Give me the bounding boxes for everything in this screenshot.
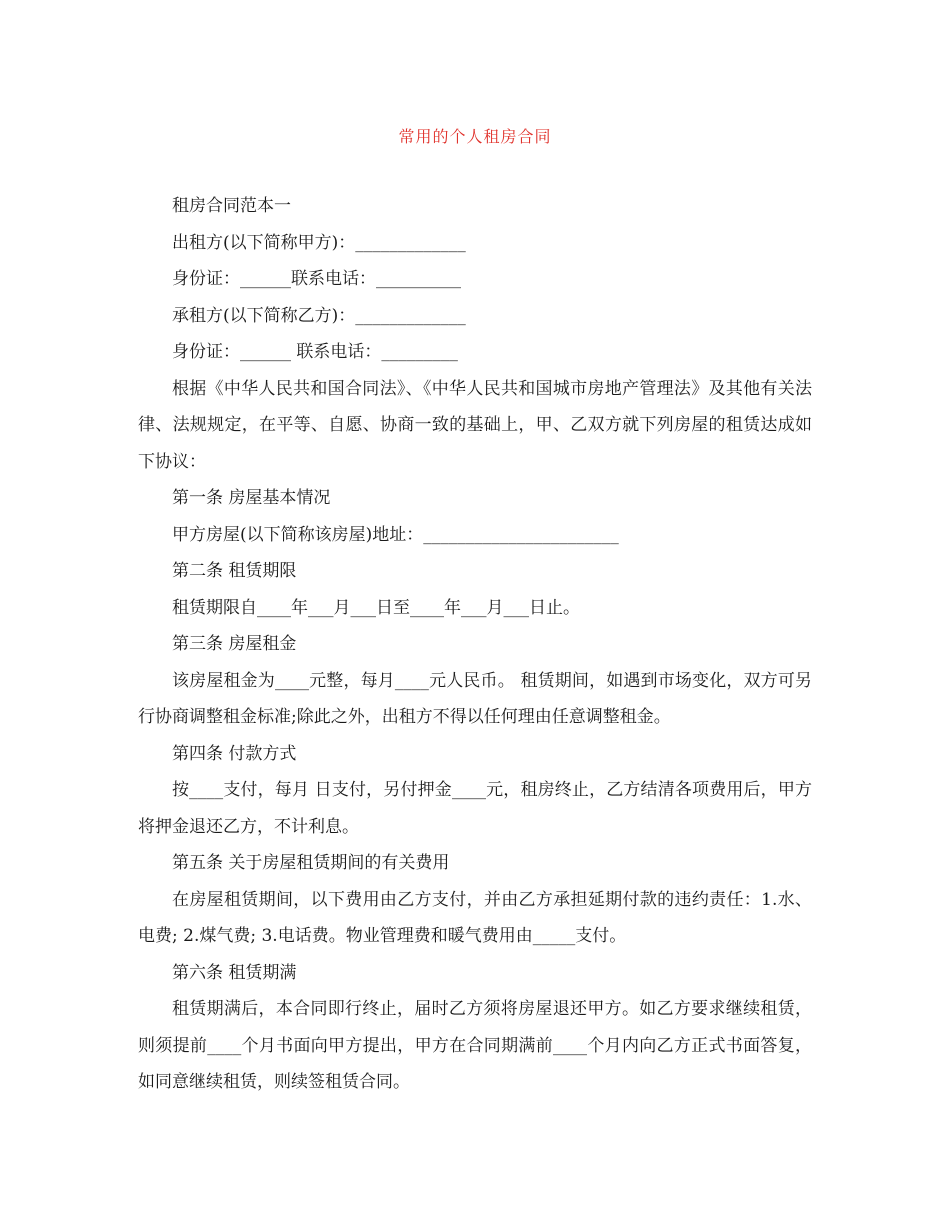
paragraph-lessor: 出租方(以下简称甲方)：_____________ — [172, 232, 466, 253]
paragraph-lessor-id-phone: 身份证：______联系电话：__________ — [172, 269, 461, 289]
paragraph-lessee-id-phone: 身份证：______ 联系电话：_________ — [172, 342, 458, 362]
article-5-fees: 在房屋租赁期间，以下费用由乙方支付，并由乙方承担延期付款的违约责任：1.水、电费; 2.煤气费; 3.电话费。物业管理费和暖气费用由_____支付。 — [138, 889, 812, 946]
article-5-heading: 第五条 关于房屋租赁期间的有关费用 — [172, 853, 450, 873]
document-body — [138, 188, 812, 1101]
article-3-rent: 该房屋租金为____元整，每月____元人民币。 租赁期间，如遇到市场变化，双方可另行协商调整租金标准;除此之外，出租方不得以任何理由任意调整租金。 — [138, 670, 812, 727]
paragraph-preamble: 根据《中华人民共和国合同法》、《中华人民共和国城市房地产管理法》及其他有关法律、法规规定，在平等、自愿、协商一致的基础上，甲、乙双方就下列房屋的租赁达成如下协议： — [138, 378, 812, 472]
document-title: 常用的个人租房合同 — [398, 127, 552, 146]
paragraph-template-heading: 租房合同范本一 — [172, 196, 291, 216]
article-4-payment: 按____支付，每月 日支付，另付押金____元，租房终止，乙方结清各项费用后，甲方将押金退还乙方，不计利息。 — [138, 780, 812, 837]
article-6-heading: 第六条 租赁期满 — [172, 962, 297, 983]
article-2-term: 租赁期限自____年___月___日至____年___月___日止。 — [172, 597, 580, 618]
article-2-heading: 第二条 租赁期限 — [172, 561, 297, 581]
article-3-heading: 第三条 房屋租金 — [172, 634, 297, 654]
paragraph-lessee: 承租方(以下简称乙方)：_____________ — [172, 305, 466, 326]
article-6-expiry: 租赁期满后，本合同即行终止，届时乙方须将房屋退还甲方。如乙方要求继续租赁，则须提前____个月书面向甲方提出，甲方在合同期满前____个月内向乙方正式书面答复，如同意继续租赁，则续签租赁合同。 — [138, 999, 812, 1092]
article-1-address: 甲方房屋(以下简称该房屋)地址：_______________________ — [172, 524, 619, 545]
article-4-heading: 第四条 付款方式 — [172, 743, 297, 764]
article-1-heading: 第一条 房屋基本情况 — [172, 488, 331, 508]
